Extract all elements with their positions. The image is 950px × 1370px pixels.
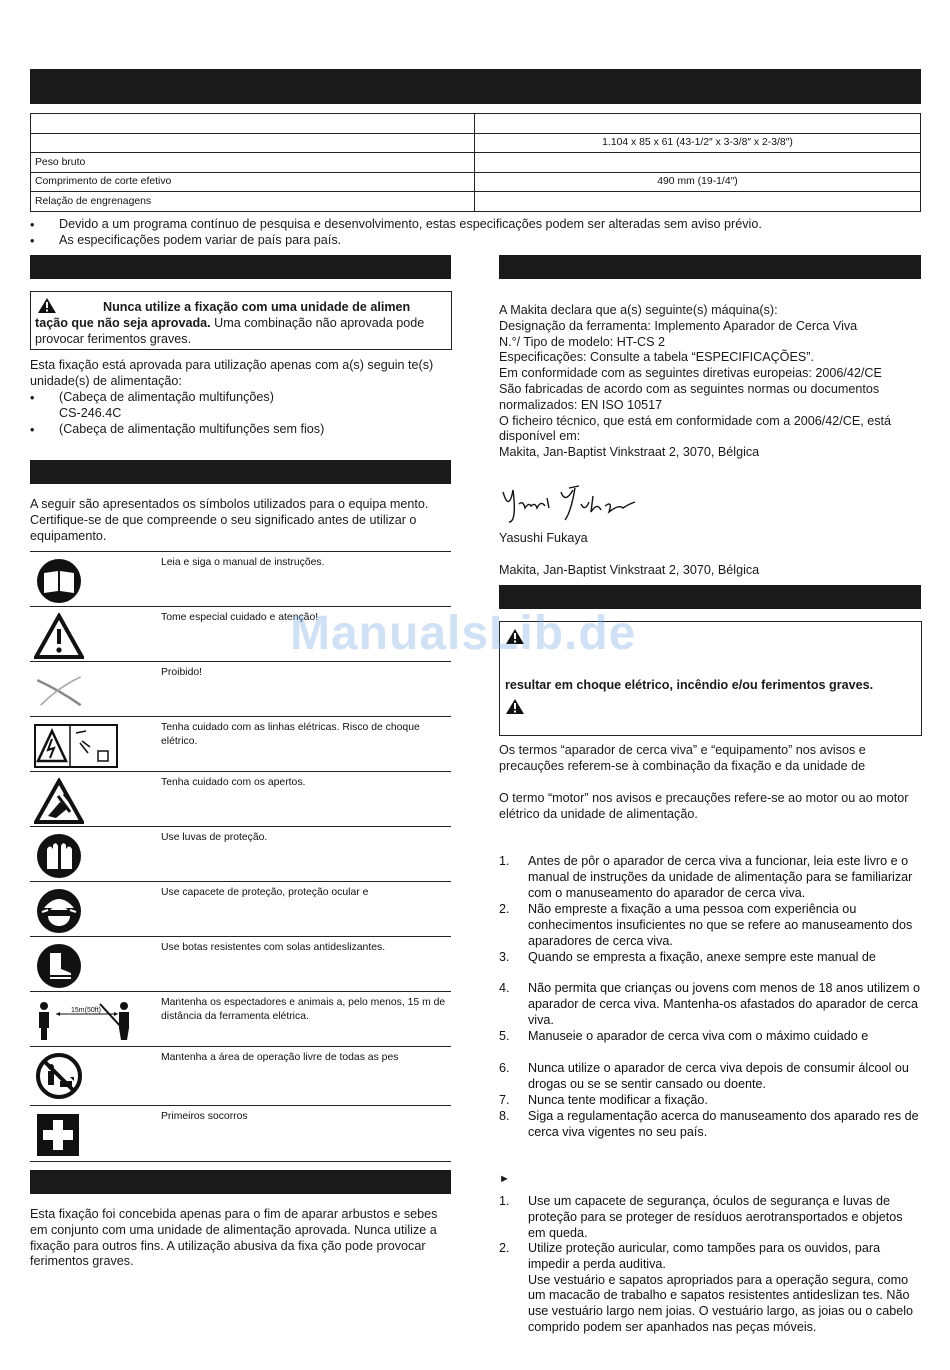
symbol-text: Use capacete de proteção, proteção ocular e [161,887,369,898]
watermark: ManualsLib.de [290,607,637,660]
symbol-row [30,551,451,607]
table-row [31,153,921,173]
symbol-row [30,771,451,827]
spec-value [475,192,921,212]
symbol-text: Use luvas de proteção. [161,832,268,843]
intended-use-text: Esta fixação foi concebida apenas para o fim de aparar arbustos e sebes em conjunto com uma unidade de alimentação aprovada. Nunca utilize a fixação para outros fins. A utilização abusiva da fixa ção pode provocar ferimentos graves. [30,1207,438,1269]
table-row [31,192,921,212]
table-row [31,114,921,134]
symbol-row [30,716,451,772]
approved-item: (Cabeça de alimentação multifunções sem fios) [59,422,325,436]
symbol-text: Mantenha a área de operação livre de todas as pes [161,1052,399,1063]
signer-name: Yasushi Fukaya [499,531,588,545]
bullet: • [30,391,35,405]
section-header-bar [30,255,451,279]
spec-value: 490 mm (19-1/4″) [475,172,921,192]
signature [499,482,639,527]
symbol-text: Proibido! [161,667,203,678]
symbol-row [30,1105,451,1162]
pinch-hazard-icon [34,778,84,824]
spec-label: Comprimento de corte efetivo [31,172,475,192]
declaration-text: A Makita declara que a(s) seguinte(s) máquina(s): Designação da ferramenta: Implemento Aparador de Cerca Viva N.°/ Tipo de modelo: HT-CS 2 Especificações: Consulte a tabela “ESPECIFICAÇÕES”. Em conformidade com as seguintes diretivas europeias: 2006/42/CE São fabricadas de acordo com as seguintes normas ou documentos normalizados: EN ISO 10517 O ficheiro técnico, que está em conformidade com a 2006/42/CE, está disponível em: Makita, Jan-Baptist Vinkstraat 2, 3070, Bélgica [499,303,892,460]
terms-text: Os termos “aparador de cerca viva” e “equipamento” nos avisos e precauções referem-se à combinação da fixação e da unidade de [499,743,866,773]
warning-bold: Nunca utilize a fixação com uma unidade de alimen tação que não seja aprovada. [35,300,411,330]
electric-lines-icon [34,723,118,769]
spec-label: Relação de engrenagens [31,192,475,212]
spec-note: Devido a um programa contínuo de pesquisa e desenvolvimento, estas especificações podem ser alteradas sem aviso prévio. [59,217,762,231]
bullet: • [30,218,35,232]
spec-label: Peso bruto [31,153,475,173]
warning-rest: Uma combinação não aprovada pode provocar ferimentos graves. [35,315,425,346]
distance-icon [34,998,134,1044]
approved-item: (Cabeça de alimentação multifunções) CS-246.4C [59,390,274,420]
table-row [31,133,921,153]
safety-warning-text: resultar em choque elétrico, incêndio e/ou ferimentos graves. [505,678,874,692]
symbol-text: Leia e siga o manual de instruções. [161,557,325,568]
terms-text: O termo “motor” nos avisos e precauções refere-se ao motor ou ao motor elétrico da unidade de alimentação. [499,791,909,821]
spec-note: As especificações podem variar de país para país. [59,233,342,247]
arrow-marker: ► [499,1173,510,1185]
prohibited-icon [34,668,84,714]
specifications-table [30,113,921,212]
table-row [31,172,921,192]
bullet: • [30,423,35,437]
boots-icon [34,943,84,989]
symbol-text: Tenha cuidado com os apertos. [161,777,306,788]
symbol-row [30,1046,451,1106]
spec-label [31,114,475,134]
no-bystanders-icon [34,1053,84,1099]
symbol-row [30,936,451,992]
spec-value [475,153,921,173]
symbol-text: Tenha cuidado com as linhas elétricas. Risco de choque elétrico. [161,722,420,747]
symbol-row [30,881,451,937]
signer-address: Makita, Jan-Baptist Vinkstraat 2, 3070, Bélgica [499,563,760,577]
symbol-text: Use botas resistentes com solas antideslizantes. [161,942,386,953]
bullet: • [30,234,35,248]
symbol-text: Tome especial cuidado e atenção! [161,612,319,623]
spec-label [31,133,475,153]
warning-triangle-icon [505,698,525,715]
symbol-row [30,661,451,717]
spec-value [475,114,921,134]
warning-triangle-icon [34,613,84,659]
spec-value: 1.104 x 85 x 61 (43-1/2″ x 3-3/8″ x 2-3/8″) [475,133,921,153]
section-header-bar [30,1170,451,1194]
symbol-row [30,991,451,1047]
symbol-text: Primeiros socorros [161,1111,248,1122]
warning-box [30,291,452,350]
first-aid-icon [34,1112,84,1158]
gloves-icon [34,833,84,879]
helmet-goggles-icon [34,888,84,934]
approved-text: Esta fixação está aprovada para utilização apenas com a(s) seguin te(s) unidade(s) de alimentação: [30,358,434,388]
symbols-intro: A seguir são apresentados os símbolos utilizados para o equipa mento. Certifique-se de que compreende o seu significado antes de utilizar o equipamento. [30,497,429,543]
symbol-text: Mantenha os espectadores e animais a, pelo menos, 15 m de distância da ferramenta elétrica. [161,997,446,1022]
specifications-header-bar [30,69,921,104]
distance-label: 15m(50ft) [71,1007,101,1014]
signature-text: Yasushi Fukaya [499,482,507,483]
warning-text [35,300,445,347]
section-header-bar [30,460,451,484]
manual-icon [34,558,84,604]
section-header-bar [499,255,921,279]
symbol-row [30,826,451,882]
